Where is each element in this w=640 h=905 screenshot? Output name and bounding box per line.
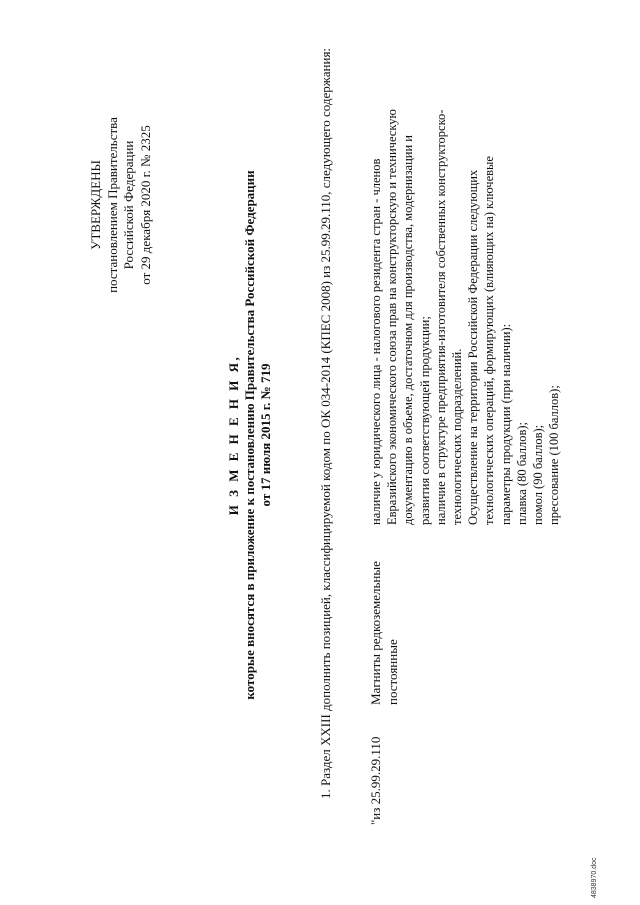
criteria-line: наличие в структуре предприятия-изготовителя собственных конструкторско- bbox=[433, 109, 448, 525]
criteria-line: развития соответствующей продукции; bbox=[417, 316, 432, 525]
criteria-line: помол (90 баллов); bbox=[531, 424, 546, 525]
title-date: от 17 июля 2015 г. № 719 bbox=[258, 363, 273, 507]
position-code: "из 25.99.29.110 bbox=[368, 736, 383, 825]
document-title bbox=[226, 95, 274, 775]
approval-line: от 29 декабря 2020 г. № 2325 bbox=[137, 125, 153, 285]
criteria-line: плавка (80 баллов); bbox=[514, 421, 529, 525]
position-criteria bbox=[368, 65, 562, 525]
title-heading: И З М Е Н Е Н И Я, bbox=[226, 354, 241, 516]
criteria-line: технологических подразделений. bbox=[450, 348, 465, 525]
criteria-line: Осуществление на территории Российской Федерации следующих bbox=[466, 169, 481, 525]
title-subject: которые вносятся в приложение к постановлению Правительства Российской Федерации bbox=[242, 170, 257, 700]
criteria-line: наличие у юридического лица - налогового резидента стран - членов bbox=[369, 158, 383, 525]
approval-line: УТВЕРЖДЕНЫ bbox=[88, 160, 103, 250]
criteria-line: документацию в объеме, достаточном для производства, модернизации и bbox=[401, 135, 416, 525]
criteria-line: прессование (100 баллов); bbox=[547, 385, 562, 525]
approval-stamp bbox=[88, 65, 154, 345]
criteria-line: параметры продукции (при наличии): bbox=[498, 323, 513, 525]
position-name: Магниты редкоземельные постоянные bbox=[368, 561, 400, 705]
approval-line: постановлением Правительства bbox=[104, 117, 120, 293]
intro-paragraph: 1. Раздел XXIII дополнить позицией, классифицируемой кодом по ОК 034-2014 (КПЕС 2008) из 25.99.29.110, следующего содержания: bbox=[318, 47, 333, 799]
criteria-line: технологических операций, формирующих (влияющих на) ключевые bbox=[482, 156, 497, 525]
document-file-id: 4838970.doc bbox=[591, 857, 598, 898]
criteria-line: Евразийского экономического союза прав на конструкторскую и техническую bbox=[385, 109, 400, 525]
approval-line: Российской Федерации bbox=[121, 140, 136, 270]
